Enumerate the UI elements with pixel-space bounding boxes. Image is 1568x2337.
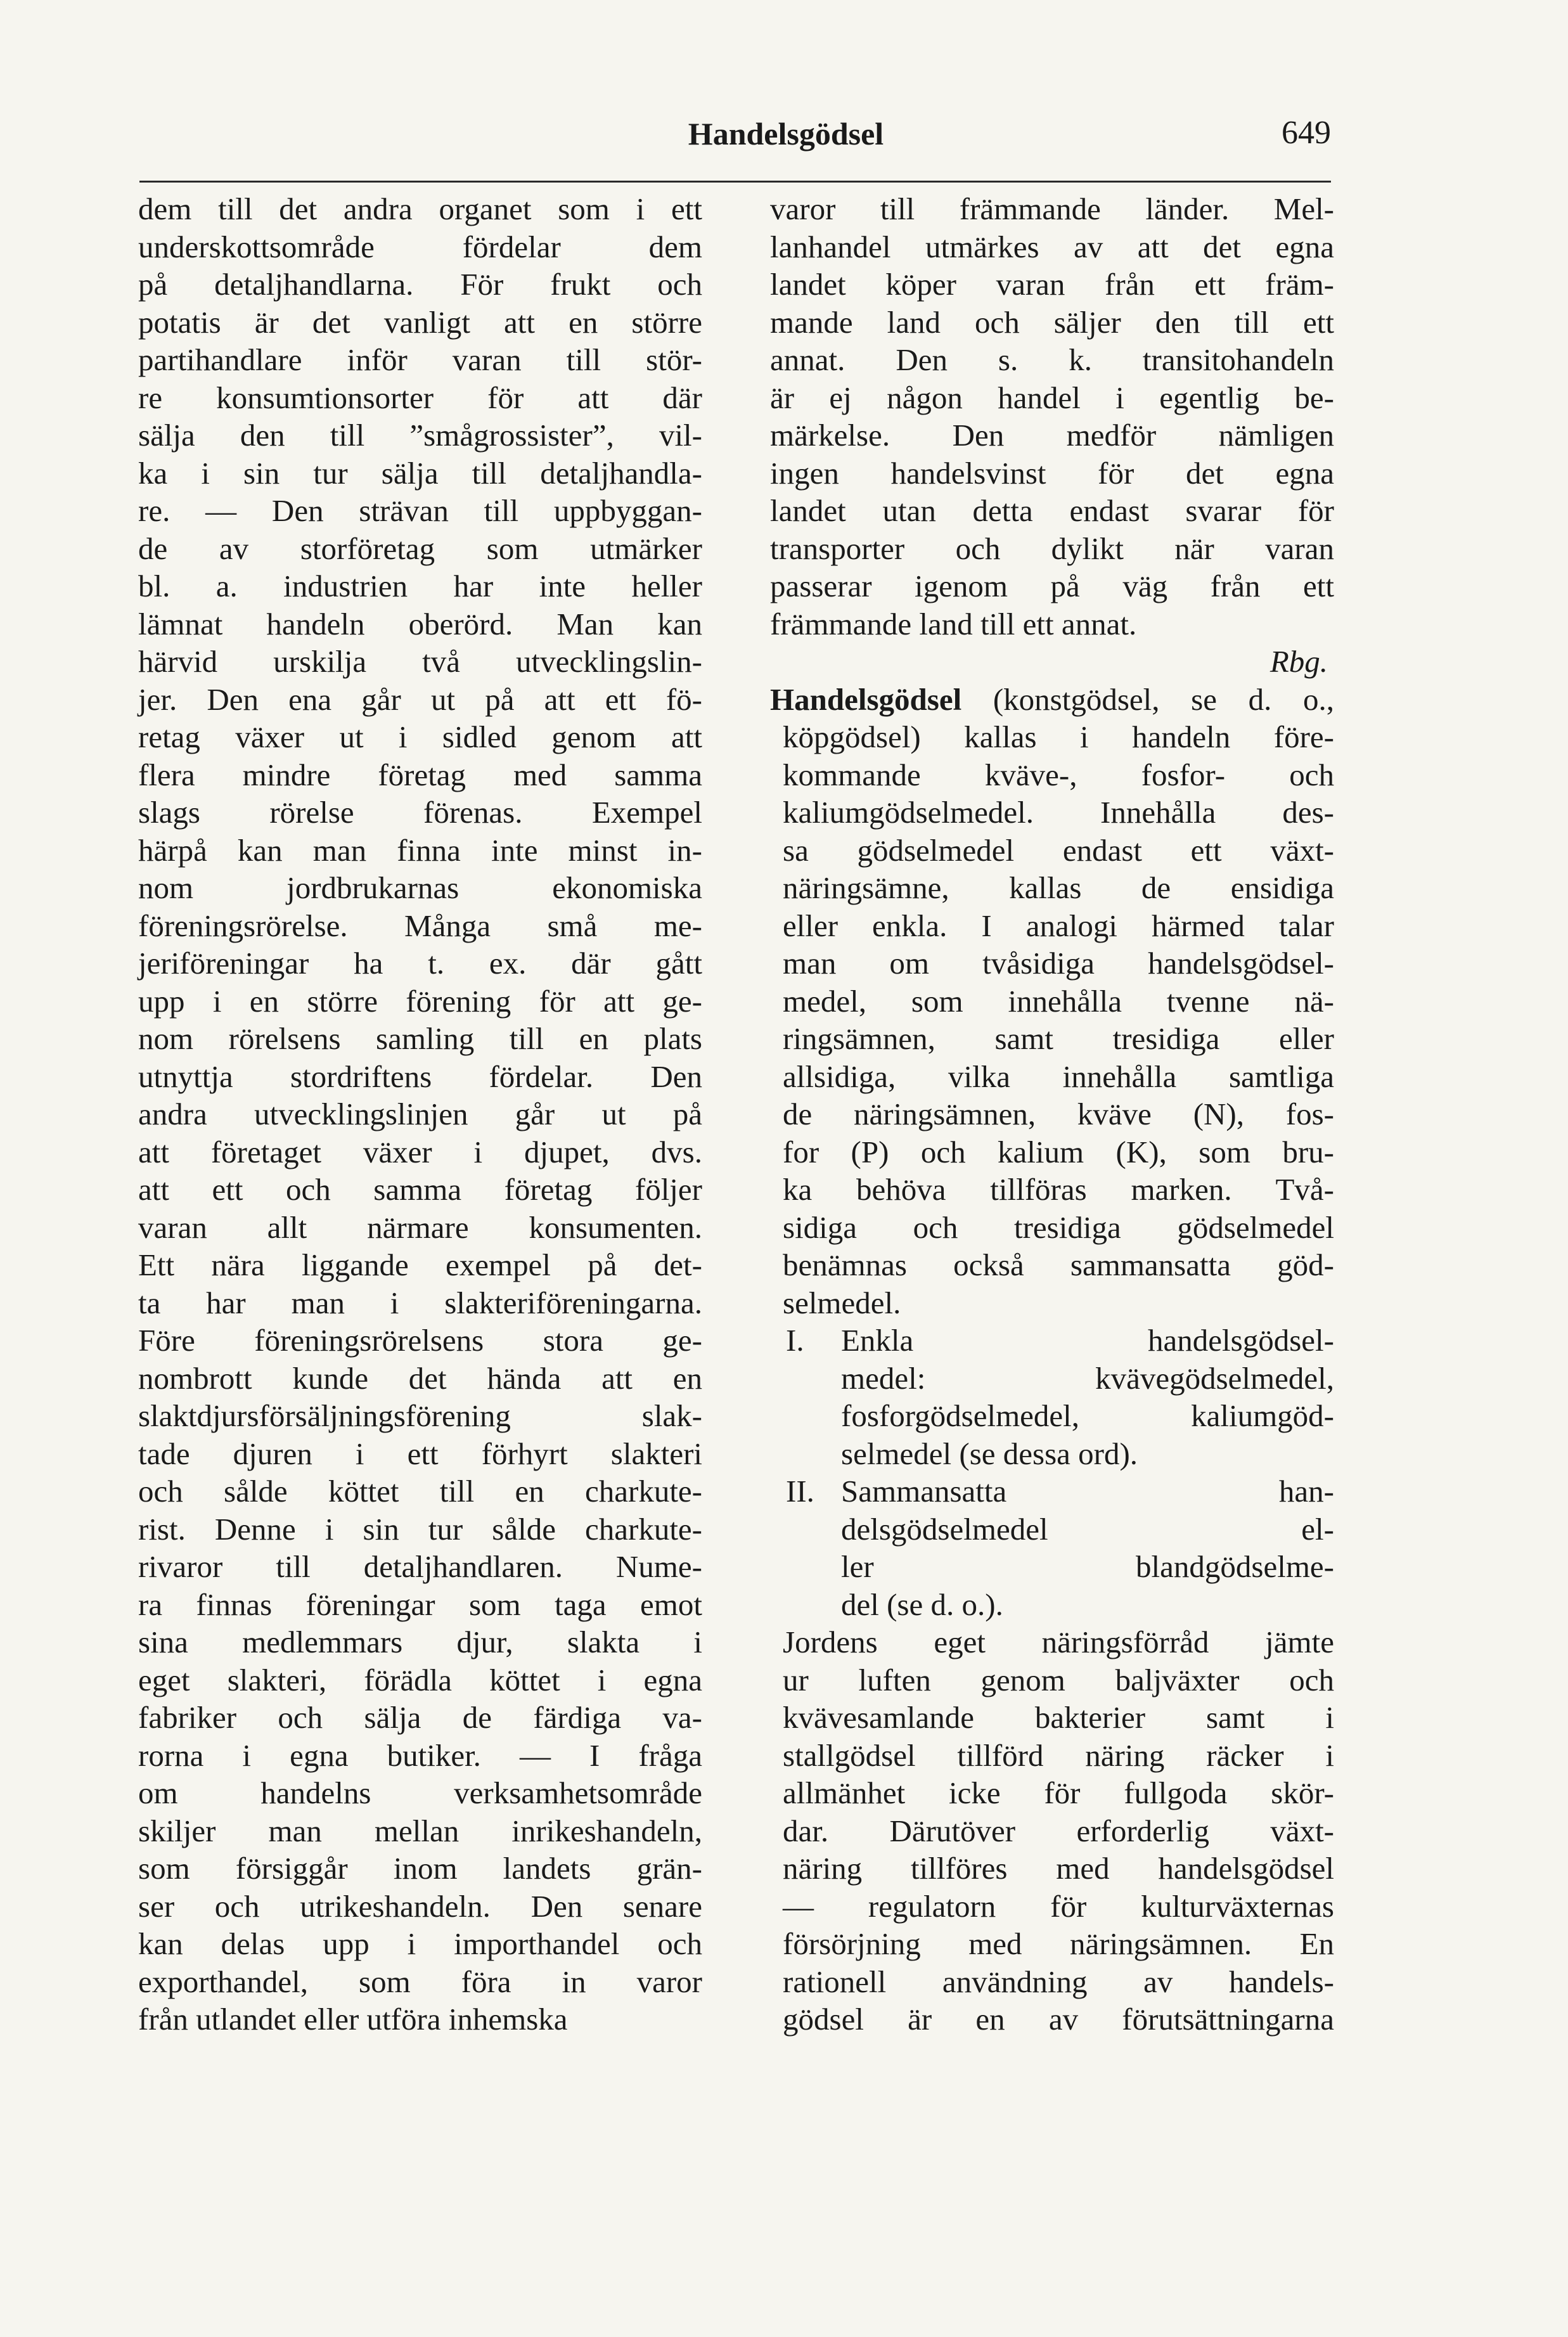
text-line: kaliumgödselmedel. Innehålla des- bbox=[783, 795, 1334, 830]
list-item-body bbox=[841, 1472, 1334, 1623]
left-column bbox=[138, 190, 702, 2038]
entry-list bbox=[770, 1322, 1334, 1623]
text-line: varan allt närmare konsumenten. bbox=[138, 1209, 702, 1245]
text-line: fabriker och sälja de färdiga va- bbox=[138, 1700, 702, 1735]
text-line: — regulatorn för kulturväxternas bbox=[783, 1888, 1334, 1924]
entry-body bbox=[770, 718, 1334, 1322]
list-item-line: selmedel (se dessa ord). bbox=[841, 1436, 1138, 1471]
text-line: allmänhet icke för fullgoda skör- bbox=[783, 1775, 1334, 1810]
text-line: ka behöva tillföras marken. Två- bbox=[783, 1172, 1334, 1207]
text-line: potatis är det vanligt att en större bbox=[138, 304, 702, 340]
text-line: slags rörelse förenas. Exempel bbox=[138, 795, 702, 830]
text-line: re konsumtionsorter för att där bbox=[138, 380, 702, 415]
text-line: mande land och säljer den till ett bbox=[770, 304, 1334, 340]
text-line: försörjning med näringsämnen. En bbox=[783, 1926, 1334, 1961]
text-line: dem till det andra organet som i ett bbox=[138, 191, 702, 226]
text-line: och sålde köttet till en charkute- bbox=[138, 1474, 702, 1509]
text-line: näring tillföres med handelsgödsel bbox=[783, 1851, 1334, 1886]
text-line: ra finnas föreningar som taga emot bbox=[138, 1587, 702, 1622]
closing-paragraph bbox=[770, 1623, 1334, 2038]
text-line: sälja den till ”smågrossister”, vil- bbox=[138, 418, 702, 453]
text-line: andra utvecklingslinjen går ut på bbox=[138, 1097, 702, 1131]
text-line: ingen handelsvinst för det egna bbox=[770, 455, 1334, 491]
list-item-line: ler blandgödselme- bbox=[841, 1549, 1334, 1584]
text-line: kommande kväve-, fosfor- och bbox=[783, 757, 1334, 792]
text-line: landet utan detta endast svarar för bbox=[770, 493, 1334, 528]
text-line: om handelns verksamhetsområde bbox=[138, 1775, 702, 1810]
list-item-line: fosforgödselmedel, kaliumgöd- bbox=[841, 1398, 1334, 1433]
text-line: är ej någon handel i egentlig be- bbox=[770, 380, 1334, 415]
list-item-line: Enkla handelsgödsel- bbox=[841, 1323, 1334, 1358]
list-item bbox=[770, 1472, 1334, 1623]
text-line: Jordens eget näringsförråd jämte bbox=[783, 1625, 1334, 1659]
text-line: gödsel är en av förutsättningarna bbox=[783, 2002, 1334, 2037]
text-line: rist. Denne i sin tur sålde charkute- bbox=[138, 1511, 702, 1547]
text-line: upp i en större förening för att ge- bbox=[138, 983, 702, 1019]
list-item-line: delsgödselmedel el- bbox=[841, 1511, 1334, 1547]
list-item-line: Sammansatta han- bbox=[841, 1474, 1334, 1509]
text-line: eller enkla. I analogi härmed talar bbox=[783, 908, 1334, 943]
list-item bbox=[770, 1322, 1334, 1472]
text-line: Ett nära liggande exempel på det- bbox=[138, 1247, 702, 1282]
text-line: jeriföreningar ha t. ex. där gått bbox=[138, 946, 702, 981]
running-head: Handelsgödsel bbox=[688, 116, 884, 151]
text-line: partihandlare inför varan till stör- bbox=[138, 342, 702, 377]
text-line: de näringsämnen, kväve (N), fos- bbox=[783, 1097, 1334, 1131]
text-line: passerar igenom på väg från ett bbox=[770, 569, 1334, 603]
entry-first-line bbox=[770, 681, 1334, 719]
list-item-line: medel: kvävegödselmedel, bbox=[841, 1360, 1334, 1396]
text-line: köpgödsel) kallas i handeln före- bbox=[783, 719, 1334, 754]
text-line: medel, som innehålla tvenne nä- bbox=[783, 983, 1334, 1019]
text-line: selmedel. bbox=[783, 1285, 901, 1320]
text-line: eget slakteri, förädla köttet i egna bbox=[138, 1662, 702, 1697]
entry-headword: Handelsgödsel bbox=[770, 681, 962, 717]
text-line: ka i sin tur sälja till detaljhandla- bbox=[138, 455, 702, 491]
text-line: som försiggår inom landets grän- bbox=[138, 1851, 702, 1886]
text-line: på detaljhandlarna. För frukt och bbox=[138, 267, 702, 302]
text-line: föreningsrörelse. Många små me- bbox=[138, 908, 702, 943]
text-line: utnyttja stordriftens fördelar. Den bbox=[138, 1059, 702, 1094]
text-line: härpå kan man finna inte minst in- bbox=[138, 832, 702, 868]
text-line: dar. Därutöver erforderlig växt- bbox=[783, 1813, 1334, 1848]
text-line: från utlandet eller utföra inhemska bbox=[138, 2002, 568, 2037]
entry-paragraph bbox=[770, 681, 1334, 1322]
text-line: exporthandel, som föra in varor bbox=[138, 1964, 702, 1999]
text-line: flera mindre företag med samma bbox=[138, 757, 702, 792]
text-line: skiljer man mellan inrikeshandeln, bbox=[138, 1813, 702, 1848]
entry-first-line-text: (konstgödsel, se d. o., bbox=[961, 681, 1334, 717]
text-line: nom rörelsens samling till en plats bbox=[138, 1021, 702, 1056]
text-line: sa gödselmedel endast ett växt- bbox=[783, 832, 1334, 868]
text-line: stallgödsel tillförd näring räcker i bbox=[783, 1737, 1334, 1773]
text-line: ur luften genom baljväxter och bbox=[783, 1662, 1334, 1697]
text-line: allsidiga, vilka innehålla samtliga bbox=[783, 1059, 1334, 1094]
text-line: rorna i egna butiker. — I fråga bbox=[138, 1737, 702, 1773]
right-intro-paragraph bbox=[770, 190, 1334, 643]
list-item-number: II. bbox=[786, 1474, 814, 1509]
text-line: att företaget växer i djupet, dvs. bbox=[138, 1134, 702, 1169]
text-line: de av storföretag som utmärker bbox=[138, 531, 702, 566]
text-line: rationell användning av handels- bbox=[783, 1964, 1334, 1999]
text-line: kvävesamlande bakterier samt i bbox=[783, 1700, 1334, 1735]
text-line: märkelse. Den medför nämligen bbox=[770, 418, 1334, 453]
text-line: sidiga och tresidiga gödselmedel bbox=[783, 1209, 1334, 1245]
text-line: ser och utrikeshandeln. Den senare bbox=[138, 1888, 702, 1924]
text-line: nombrott kunde det hända att en bbox=[138, 1360, 702, 1396]
author-signature: Rbg. bbox=[1269, 644, 1328, 679]
text-line: transporter och dylikt när varan bbox=[770, 531, 1334, 566]
text-line: näringsämne, kallas de ensidiga bbox=[783, 870, 1334, 905]
text-line: retag växer ut i sidled genom att bbox=[138, 719, 702, 754]
text-line: slaktdjursförsäljningsförening slak- bbox=[138, 1398, 702, 1433]
text-line: rivaror till detaljhandlaren. Nume- bbox=[138, 1549, 702, 1584]
text-line: att ett och samma företag följer bbox=[138, 1172, 702, 1207]
text-line: annat. Den s. k. transitohandeln bbox=[770, 342, 1334, 377]
text-line: bl. a. industrien har inte heller bbox=[138, 569, 702, 603]
text-line: jer. Den ena går ut på att ett fö- bbox=[138, 681, 702, 717]
text-line: nom jordbrukarnas ekonomiska bbox=[138, 870, 702, 905]
text-line: for (P) och kalium (K), som bru- bbox=[783, 1134, 1334, 1169]
text-line: kan delas upp i importhandel och bbox=[138, 1926, 702, 1961]
list-item-body bbox=[841, 1322, 1334, 1472]
text-line: lämnat handeln oberörd. Man kan bbox=[138, 606, 702, 641]
list-item-number: I. bbox=[786, 1323, 804, 1358]
text-line: härvid urskilja två utvecklingslin- bbox=[138, 644, 702, 679]
text-line: ringsämnen, samt tresidiga eller bbox=[783, 1021, 1334, 1056]
right-column bbox=[770, 190, 1334, 2038]
text-line: sina medlemmars djur, slakta i bbox=[138, 1625, 702, 1659]
page-header bbox=[89, 109, 1331, 166]
text-line: Före föreningsrörelsens stora ge- bbox=[138, 1323, 702, 1358]
text-line: benämnas också sammansatta göd- bbox=[783, 1247, 1334, 1282]
text-line: underskottsområde fördelar dem bbox=[138, 229, 702, 264]
header-rule bbox=[139, 181, 1331, 183]
page-number: 649 bbox=[1282, 115, 1331, 151]
text-line: re. — Den strävan till uppbyggan- bbox=[138, 493, 702, 528]
text-line: man om tvåsidiga handelsgödsel- bbox=[783, 946, 1334, 981]
list-item-line: del (se d. o.). bbox=[841, 1587, 1003, 1622]
text-line: lanhandel utmärkes av att det egna bbox=[770, 229, 1334, 264]
text-line: landet köper varan från ett främ- bbox=[770, 267, 1334, 302]
text-line: tade djuren i ett förhyrt slakteri bbox=[138, 1436, 702, 1471]
text-line: främmande land till ett annat. bbox=[770, 606, 1137, 641]
text-line: ta har man i slakteriföreningarna. bbox=[138, 1285, 702, 1320]
text-line: varor till främmande länder. Mel- bbox=[770, 191, 1334, 226]
